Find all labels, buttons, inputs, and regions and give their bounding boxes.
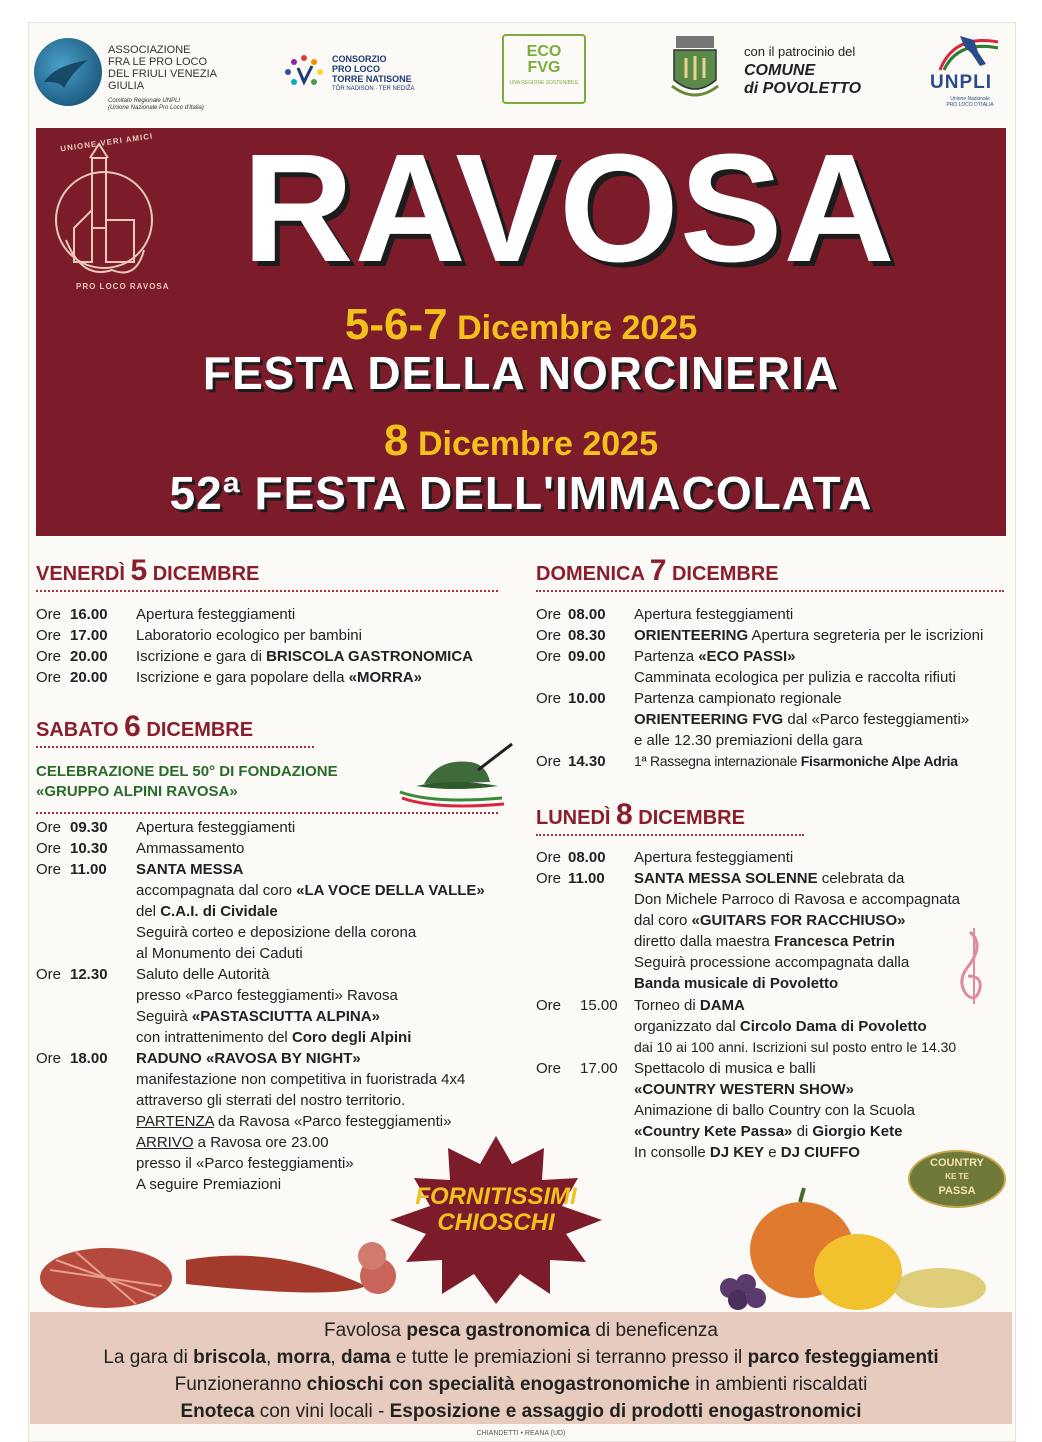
festa-norcineria: FESTA DELLA NORCINERIA — [202, 347, 840, 399]
alpini-hat-icon — [394, 740, 518, 812]
sabato-event-5-line-1: manifestazione non competitiva in fuoristrada 4x4 — [136, 1071, 466, 1088]
sabato-event-3-line-1: accompagnata dal coro «LA VOCE DELLA VALLE» — [136, 882, 485, 899]
lunedi-heading: LUNEDÌ 8 DICEMBRE — [536, 798, 804, 836]
domenica-event-3-line-1: Camminata ecologica per pulizia e raccolta rifiuti — [634, 669, 956, 686]
pumpkins-grapes-illustration-icon — [690, 1168, 1000, 1314]
lunedi-event-4-line-4: In consolle DJ KEY e DJ CIUFFO — [634, 1144, 860, 1161]
domenica-heading: DOMENICA 7 DICEMBRE — [536, 554, 1004, 592]
consorzio-logo-icon — [282, 52, 326, 92]
lunedi-event-3-line-2: dai 10 ai 100 anni. Iscrizioni sul posto entro le 14.30 — [634, 1039, 957, 1055]
lunedi-event-4-line-1: «COUNTRY WESTERN SHOW» — [634, 1081, 855, 1098]
lunedi-event-4-line-3: «Country Kete Passa» di Giorgio Kete — [634, 1123, 903, 1140]
sabato-event-5-line-6: A seguire Premiazioni — [136, 1176, 282, 1193]
music-note-icon — [944, 924, 996, 1016]
venerdi-heading: VENERDÌ 5 DICEMBRE — [36, 554, 498, 592]
salami-illustration-icon — [36, 1220, 408, 1312]
sabato-event-4-line-1: presso «Parco festeggiamenti» Ravosa — [136, 987, 398, 1004]
association-sub: Comitato Regionale UNPLI (Unione Nazionale Pro Loco d'Italia) — [108, 98, 204, 111]
eco-fvg-logo: ECO FVG UNA REGIONE SOSTENIBILE — [502, 34, 586, 104]
sabato-event-3-line-4: al Monumento dei Caduti — [136, 945, 303, 962]
lunedi-event-2-line-3: diretto dalla maestra Francesca Petrin — [634, 933, 895, 950]
lunedi-event-2-line-5: Banda musicale di Povoletto — [634, 975, 839, 992]
date-norcineria: 5-6-7 Dicembre 2025 — [344, 300, 698, 349]
patronage-comune: COMUNE — [744, 62, 816, 79]
sabato-event-5-line-3: PARTENZA da Ravosa «Parco festeggiamenti» — [136, 1113, 452, 1130]
lunedi-event-3-line-1: organizzato dal Circolo Dama di Povoletto — [634, 1018, 927, 1035]
unpli-name: UNPLI — [930, 72, 992, 93]
sabato-event-3-line-2: del C.A.I. di Cividale — [136, 903, 278, 920]
lunedi-event-2-line-1: Don Michele Parroco di Ravosa e accompagnata — [634, 891, 961, 908]
sabato-heading-rule — [36, 746, 314, 748]
domenica-event-4-line-2: e alle 12.30 premiazioni della gara — [634, 732, 863, 749]
association-logo-icon — [34, 38, 102, 106]
sabato-event-3-line-3: Seguirà corteo e deposizione della corona — [136, 924, 417, 941]
patronage-town: di POVOLETTO — [744, 80, 862, 97]
sabato-event-5-line-4: ARRIVO a Ravosa ore 23.00 — [136, 1134, 329, 1151]
info-line-2: La gara di briscola, morra, dama e tutte le premiazioni si terranno presso il parco festeggiamenti — [103, 1347, 939, 1368]
chioschi-badge-text: FORNITISSIMI CHIOSCHI — [415, 1183, 577, 1236]
sabato-heading: SABATO 6 DICEMBRE — [36, 710, 254, 743]
sabato-event-4-line-2: Seguirà «PASTASCIUTTA ALPINA» — [136, 1008, 380, 1025]
country-ke-te-passa-logo: COUNTRY KE TE PASSA — [908, 1150, 1006, 1208]
unpli-italy-map-icon — [934, 30, 1004, 76]
sabato-event-5-line-5: presso il «Parco festeggiamenti» — [136, 1155, 354, 1172]
consorzio-name: CONSORZIO PRO LOCO TORRE NATISONE — [332, 54, 412, 84]
association-name: ASSOCIAZIONE FRA LE PRO LOCO DEL FRIULI VENEZIA GIULIA — [108, 44, 218, 92]
sabato-event-5-line-2: attraverso gli sterrati del nostro territorio. — [136, 1092, 406, 1109]
date-immacolata: 8 Dicembre 2025 — [384, 416, 658, 465]
info-line-1: Favolosa pesca gastronomica di beneficenza — [324, 1320, 718, 1341]
patronage-label: con il patrocinio del — [744, 44, 856, 59]
event-title: RAVOSA — [242, 122, 896, 294]
printer-credit: CHIANDETTI • REANA (UD) — [476, 1430, 566, 1437]
lunedi-event-2-line-4: Seguirà processione accompagnata dalla — [634, 954, 910, 971]
info-line-3: Funzioneranno chioschi con specialità enogastronomiche in ambienti riscaldati — [174, 1374, 868, 1395]
info-line-4: Enoteca con vini locali - Esposizione e assaggio di prodotti enogastronomici — [180, 1401, 862, 1422]
lunedi-event-2-line-2: dal coro «GUITARS FOR RACCHIUSO» — [634, 912, 906, 929]
lunedi-event-4-line-2: Animazione di ballo Country con la Scuola — [634, 1102, 915, 1119]
emblem-bottom-text: PRO LOCO RAVOSA — [76, 282, 170, 291]
povoletto-crest-icon — [668, 32, 722, 104]
domenica-event-4-line-1: ORIENTEERING FVG dal «Parco festeggiamenti» — [634, 711, 970, 728]
sabato-celebration-rule — [36, 812, 498, 814]
pro-loco-ravosa-emblem-icon — [52, 140, 156, 300]
sabato-event-4-line-3: con intrattenimento del Coro degli Alpini — [136, 1029, 412, 1046]
emblem-top-text: UNIONE VERI AMICI — [59, 131, 154, 154]
unpli-sub: Unione Nazionale PRO LOCO D'ITALIA — [946, 96, 994, 108]
alpini-celebration: CELEBRAZIONE DEL 50° DI FONDAZIONE «GRUPPO ALPINI RAVOSA» — [36, 763, 338, 800]
consorzio-sub: TÔR NADISON · TER NEDIŽA — [332, 86, 415, 92]
festa-immacolata: 52ª FESTA DELL'IMMACOLATA — [169, 467, 873, 519]
